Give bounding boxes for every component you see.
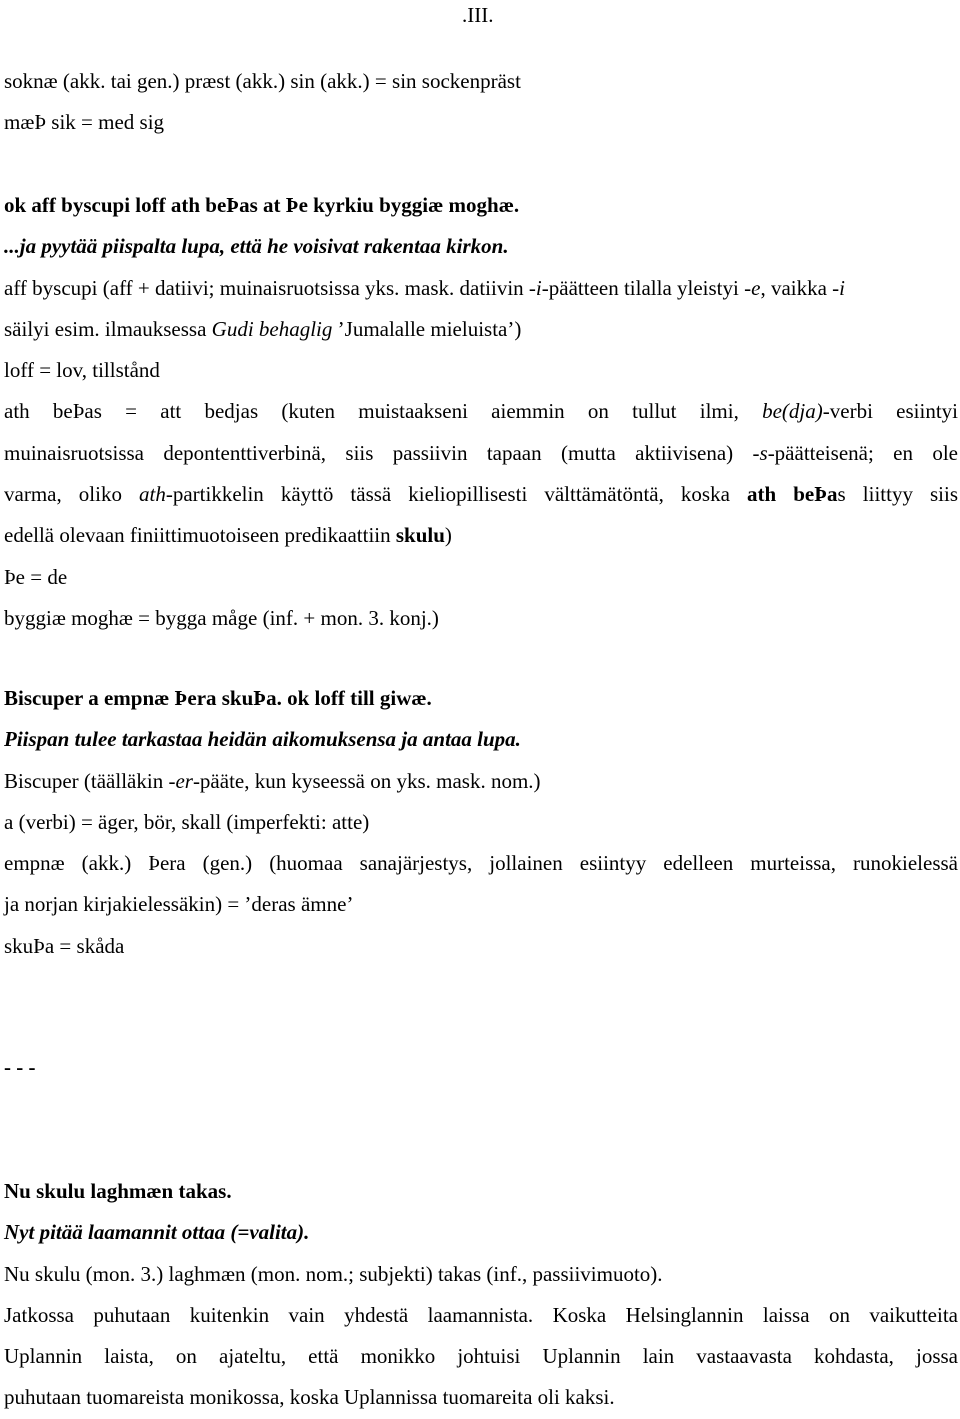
note-line: Biscuper (täälläkin -er-pääte, kun kyseessä on yks. mask. nom.) xyxy=(4,768,541,793)
note-line: a (verbi) = äger, bör, skall (imperfekti: atte) xyxy=(4,809,370,834)
note-line: Þe = de xyxy=(4,564,68,589)
sentence-block-2 xyxy=(4,185,958,639)
note-line: ja norjan kirjakielessäkin) = ’deras ämne’ xyxy=(4,892,354,917)
note-line: Jatkossa puhutaan kuitenkin vain yhdestä laamannista. Koska Helsinglannin laissa on vaikutteita xyxy=(4,1302,958,1327)
note-line: ath beÞas = att bedjas (kuten muistaakseni aiemmin on tullut ilmi, be(dja)-verbi esiintyi xyxy=(4,399,958,424)
separator xyxy=(4,1047,958,1088)
source-sentence: ok aff byscupi loff ath beÞas at Þe kyrkiu byggiæ moghæ. xyxy=(4,193,520,217)
note-line: byggiæ moghæ = bygga måge (inf. + mon. 3. konj.) xyxy=(4,605,439,630)
sentence-block-4 xyxy=(4,1171,958,1419)
note-line: loff = lov, tillstånd xyxy=(4,358,160,383)
note-line: empnæ (akk.) Þera (gen.) (huomaa sanajärjestys, jollainen esiintyy edelleen murteissa, runokielessä xyxy=(4,851,958,876)
gloss-block-1 xyxy=(4,61,958,144)
note-line: muinaisruotsissa depontenttiverbinä, siis passiivin tapaan (mutta aktiivisena) -s-päätteisenä; en ole xyxy=(4,440,958,465)
source-sentence: Biscuper a empnæ Þera skuÞa. ok loff till giwæ. xyxy=(4,686,432,710)
note-line: skuÞa = skåda xyxy=(4,933,125,958)
translation: ...ja pyytää piispalta lupa, että he voisivat rakentaa kirkon. xyxy=(4,234,509,259)
note-line: säilyi esim. ilmauksessa Gudi behaglig ’Jumalalle mieluista’) xyxy=(4,316,522,341)
page-number: .III. xyxy=(462,3,494,27)
note-line: varma, oliko ath-partikkelin käyttö tässä kieliopillisesti välttämätöntä, koska ath beÞas liittyy siis xyxy=(4,482,959,507)
sentence-block-3 xyxy=(4,678,958,967)
gloss-line: mæÞ sik = med sig xyxy=(4,110,165,135)
gloss-line: soknæ (akk. tai gen.) præst (akk.) sin (akk.) = sin sockenpräst xyxy=(4,69,521,93)
translation: Piispan tulee tarkastaa heidän aikomuksensa ja antaa lupa. xyxy=(4,727,521,752)
note-line: aff byscupi (aff + datiivi; muinaisruotsissa yks. mask. datiivin -i-päätteen tilalla yleistyi -e, vaikka -i xyxy=(4,275,846,300)
note-line: puhutaan tuomareista monikossa, koska Uplannissa tuomareita oli kaksi. xyxy=(4,1385,615,1410)
note-line: Uplannin laista, on ajateltu, että monikko johtuisi Uplannin lain vastaavasta kohdasta, jossa xyxy=(4,1344,958,1369)
note-line: edellä olevaan finiittimuotoiseen predikaattiin skulu) xyxy=(4,523,452,548)
translation: Nyt pitää laamannit ottaa (=valita). xyxy=(4,1220,310,1245)
note-line: Nu skulu (mon. 3.) laghmæn (mon. nom.; subjekti) takas (inf., passiivimuoto). xyxy=(4,1261,663,1286)
separator-text: - - - xyxy=(4,1055,36,1079)
source-sentence: Nu skulu laghmæn takas. xyxy=(4,1179,232,1203)
